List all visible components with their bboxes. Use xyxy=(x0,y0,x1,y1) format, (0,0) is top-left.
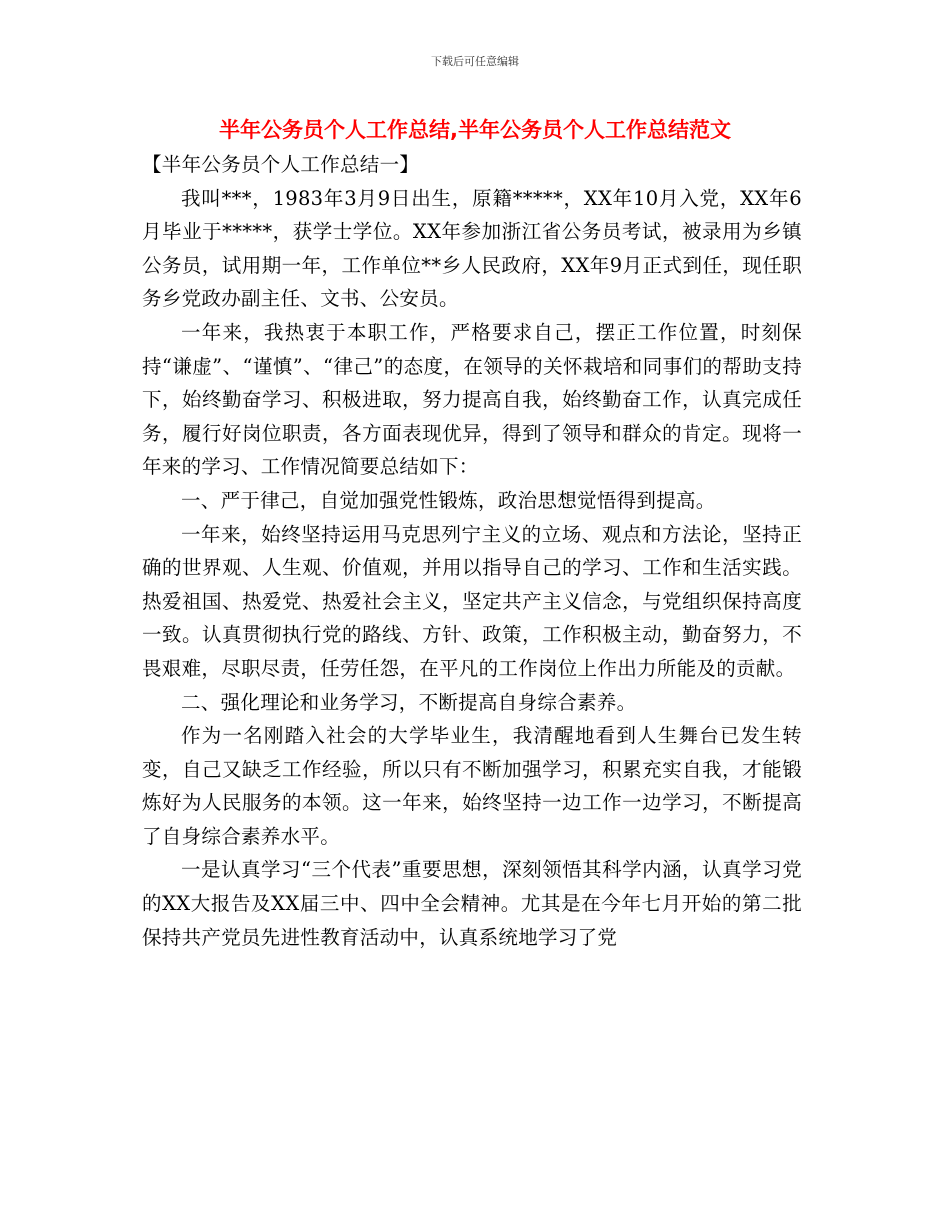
heading-point-one: 一、严于律己，自觉加强党性锻炼，政治思想觉悟得到提高。 xyxy=(181,488,716,512)
document-body xyxy=(142,148,802,954)
paragraph-point-two: 作为一名刚踏入社会的大学毕业生，我清醒地看到人生舞台已发生转变，自己又缺乏工作经验，所以只有不断加强学习，积累充实自我，才能锻炼好为人民服务的本领。这一年来，始终坚持一边工作一边学习，不断提高了自身综合素养水平。 xyxy=(142,724,802,848)
paragraph-study: 一是认真学习“三个代表”重要思想，深刻领悟其科学内涵，认真学习党的XX大报告及XX届三中、四中全会精神。尤其是在今年七月开始的第二批保持共产党员先进性教育活动中，认真系统地学习了党 xyxy=(142,858,802,949)
document-title: 半年公务员个人工作总结,半年公务员个人工作总结范文 xyxy=(219,118,731,142)
section-label: 【半年公务员个人工作总结一】 xyxy=(142,153,420,176)
paragraph-intro: 我叫***，1983年3月9日出生，原籍*****，XX年10月入党，XX年6月毕业于*****，获学士学位。XX年参加浙江省公务员考试，被录用为乡镇公务员，试用期一年，工作单位**乡人民政府，XX年9月正式到任，现任职务乡党政办副主任、文书、公安员。 xyxy=(142,186,802,311)
paragraph-overview: 一年来，我热衷于本职工作，严格要求自己，摆正工作位置，时刻保持“谦虚”、“谨慎”、“律己”的态度，在领导的关怀栽培和同事们的帮助支持下，始终勤奋学习、积极进取，努力提高自我，始终勤奋工作，认真完成任务，履行好岗位职责，各方面表现优异，得到了领导和群众的肯定。现将一年来的学习、工作情况简要总结如下： xyxy=(142,320,802,479)
heading-point-two: 二、强化理论和业务学习，不断提高自身综合素养。 xyxy=(181,690,637,714)
header-note: 下载后可任意编辑 xyxy=(431,55,519,68)
paragraph-point-one: 一年来，始终坚持运用马克思列宁主义的立场、观点和方法论，坚持正确的世界观、人生观、价值观，并用以指导自己的学习、工作和生活实践。热爱祖国、热爱党、热爱社会主义，坚定共产主义信念，与党组织保持高度一致。认真贯彻执行党的路线、方针、政策，工作积极主动，勤奋努力，不畏艰难，尽职尽责，任劳任怨，在平凡的工作岗位上作出力所能及的贡献。 xyxy=(142,522,802,680)
